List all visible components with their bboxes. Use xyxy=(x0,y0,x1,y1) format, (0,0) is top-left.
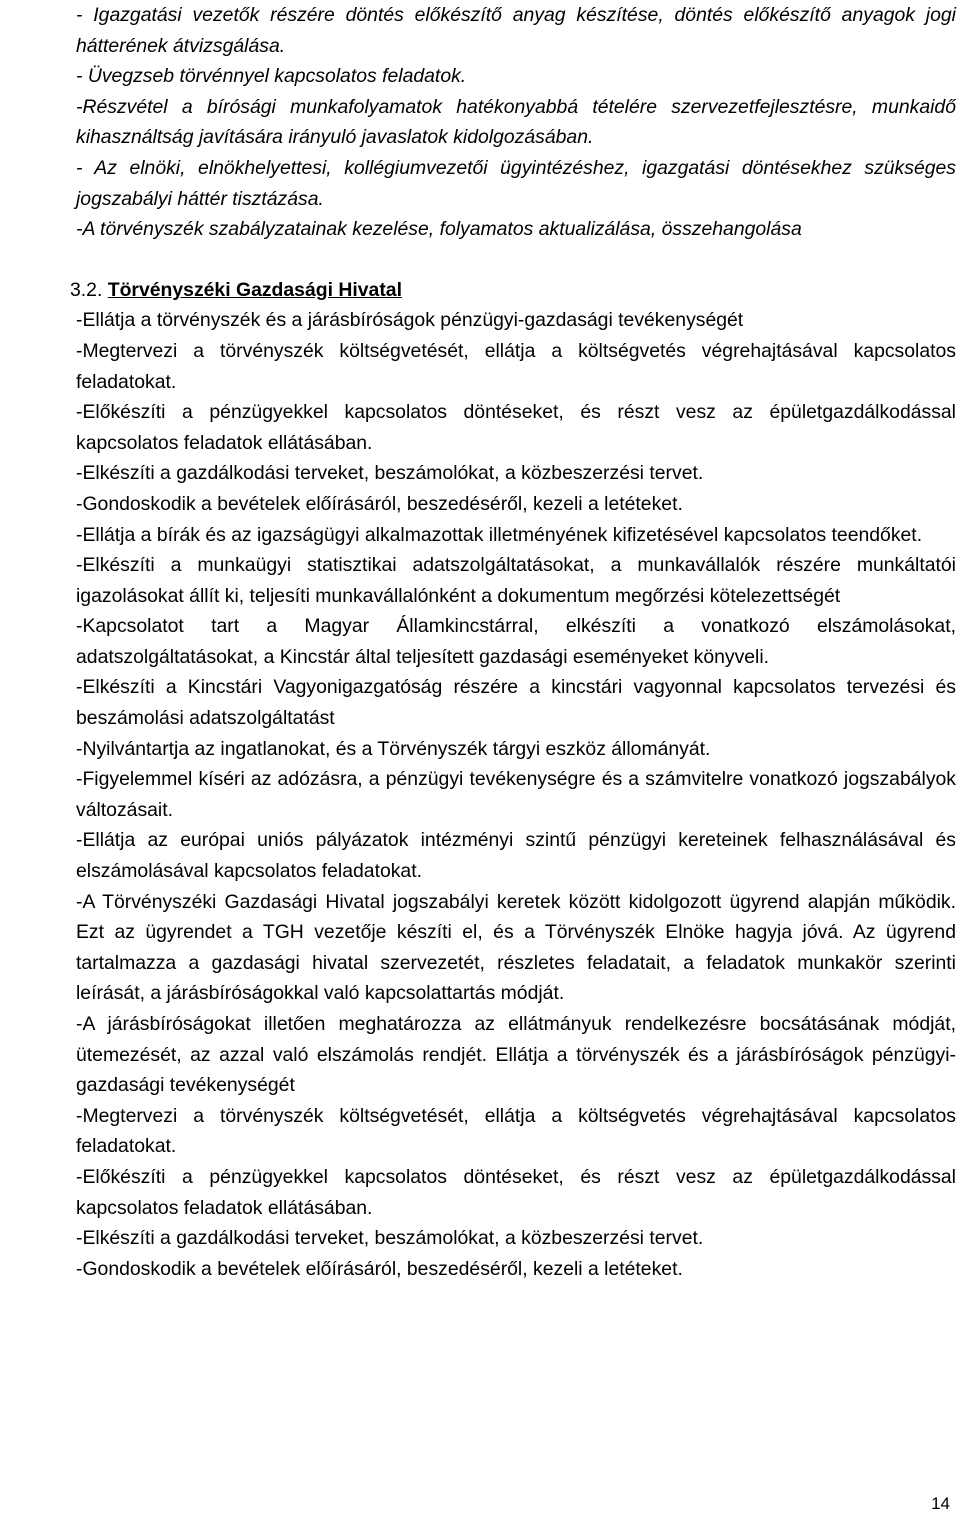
list-item: -Figyelemmel kíséri az adózásra, a pénzügyi tevékenységre és a számvitelre vonatkozó jogszabályok változásait. xyxy=(76,768,956,821)
list-item: -Elkészíti a Kincstári Vagyonigazgatóság részére a kincstári vagyonnal kapcsolatos tervezési és beszámolási adatszolgáltatást xyxy=(76,676,956,730)
list-item: -A járásbíróságokat illetően meghatározza az ellátmányuk rendelkezésre bocsátásának módját, ütemezését, az azzal való elszámolás rendjét. Ellátja a törvényszék és a járásbíróságok pénzügyi-gazdasági tevékenységét xyxy=(76,1013,956,1097)
list-item: -Gondoskodik a bevételek előírásáról, beszedéséről, kezeli a letéteket. xyxy=(76,1257,683,1280)
list-item: -Részvétel a bírósági munkafolyamatok hatékonyabbá tételére szervezetfejlesztésre, munkaidő kihasználtság javítására irányuló javaslatok kidolgozásában. xyxy=(76,95,956,149)
list-item: -Ellátja az európai uniós pályázatok intézményi szintű pénzügyi kereteinek felhasználásával és elszámolásával kapcsolatos feladatokat. xyxy=(76,829,956,883)
document-page xyxy=(70,0,956,1284)
section-spacer xyxy=(76,245,956,275)
page-number: 14 xyxy=(931,1494,950,1513)
list-item: -Gondoskodik a bevételek előírásáról, beszedéséről, kezeli a letéteket. xyxy=(76,492,683,515)
list-item: - Az elnöki, elnökhelyettesi, kollégiumvezetői ügyintézéshez, igazgatási döntésekhez szükséges jogszabályi háttér tisztázása. xyxy=(76,156,956,210)
list-item: -Elkészíti a gazdálkodási terveket, beszámolókat, a közbeszerzési tervet. xyxy=(76,462,704,485)
list-item: -Ellátja a törvényszék és a járásbíróságok pénzügyi-gazdasági tevékenységét xyxy=(76,309,744,332)
section-item-list xyxy=(76,305,956,1284)
list-item: -Elkészíti a munkaügyi statisztikai adatszolgáltatásokat, a munkavállalók részére munkáltatói igazolásokat állít ki, teljesíti munkavállalónként a dokumentum megőrzési kötelezettségét xyxy=(76,554,956,607)
section-title: Törvényszéki Gazdasági Hivatal xyxy=(107,278,402,301)
list-item: - Igazgatási vezetők részére döntés előkészítő anyag készítése, döntés előkészítő anyagok jogi hátterének átvizsgálása. xyxy=(76,4,956,57)
list-item: -A törvényszék szabályzatainak kezelése, folyamatos aktualizálása, összehangolása xyxy=(76,218,802,241)
list-item: -Kapcsolatot tart a Magyar Államkincstárral, elkészíti a vonatkozó elszámolásokat, adatszolgáltatásokat, a Kincstár által teljesített gazdasági eseményeket könyveli. xyxy=(76,615,956,668)
list-item: -Megtervezi a törvényszék költségvetését, ellátja a költségvetés végrehajtásával kapcsolatos feladatokat. xyxy=(76,339,956,393)
list-item: -Elkészíti a gazdálkodási terveket, beszámolókat, a közbeszerzési tervet. xyxy=(76,1227,704,1250)
list-item: -Nyilvántartja az ingatlanokat, és a Törvényszék tárgyi eszköz állományát. xyxy=(76,737,711,760)
top-item-list xyxy=(76,0,956,245)
list-item: -Ellátja a bírák és az igazságügyi alkalmazottak illetményének kifizetésével kapcsolatos teendőket. xyxy=(76,523,923,546)
list-item: -Előkészíti a pénzügyekkel kapcsolatos döntéseket, és részt vesz az épületgazdálkodással kapcsolatos feladatok ellátásában. xyxy=(76,401,956,454)
list-item: -A Törvényszéki Gazdasági Hivatal jogszabályi keretek között kidolgozott ügyrend alapján működik. Ezt az ügyrendet a TGH vezetője készíti el, és a Törvényszék Elnöke hagyja jóvá. Az ügyrend tartalmazza a gazdasági hivatal szervezetét, részletes feladatait, a feladatok munkakör szerinti leírását, a járásbíróságokkal való kapcsolattartás módját. xyxy=(76,890,956,1005)
list-item: -Megtervezi a törvényszék költségvetését, ellátja a költségvetés végrehajtásával kapcsolatos feladatokat. xyxy=(76,1104,956,1158)
list-item: - Üvegzseb törvénnyel kapcsolatos feladatok. xyxy=(76,65,467,88)
list-item: -Előkészíti a pénzügyekkel kapcsolatos döntéseket, és részt vesz az épületgazdálkodással kapcsolatos feladatok ellátásában. xyxy=(76,1165,956,1219)
section-number: 3.2. xyxy=(70,278,103,301)
section-heading xyxy=(70,275,950,306)
